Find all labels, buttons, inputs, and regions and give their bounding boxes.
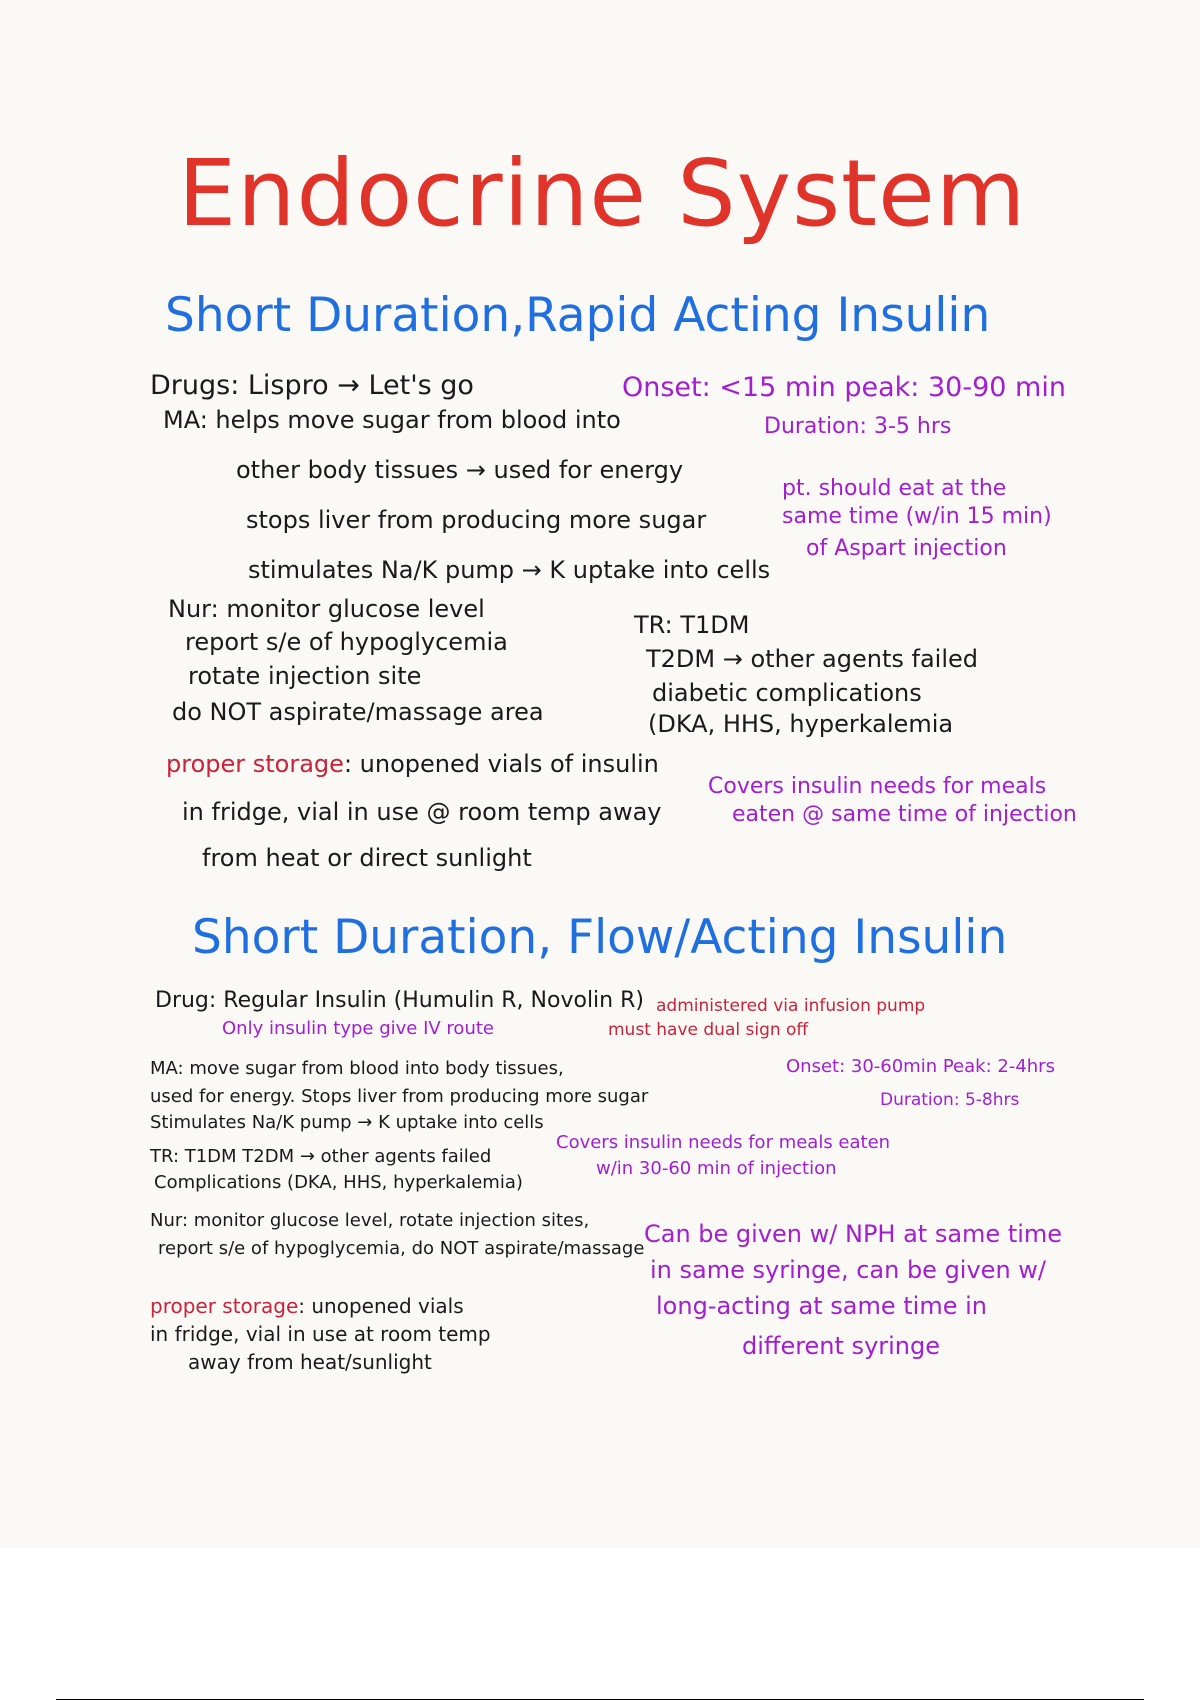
section1-ma-line-4: stimulates Na/K pump → K uptake into cells [248, 556, 771, 584]
section1-onset-peak: Onset: <15 min peak: 30-90 min [622, 372, 1066, 403]
section2-drug-note: Only insulin type give IV route [222, 1018, 494, 1039]
section1-storage-text-1: : unopened vials of insulin [343, 750, 659, 778]
section2-covers-line-2: w/in 30-60 min of injection [596, 1158, 837, 1179]
section2-ma-line-3: Stimulates Na/K pump → K uptake into cells [150, 1112, 544, 1133]
section1-nur-line-3: rotate injection site [188, 662, 422, 690]
section2-tr-line-2: Complications (DKA, HHS, hyperkalemia) [154, 1172, 523, 1193]
section1-pt-note-line-1: pt. should eat at the [782, 476, 1007, 501]
section2-heading: Short Duration, Flow/Acting Insulin [192, 910, 1008, 965]
section1-pt-note-line-3: of Aspart injection [806, 536, 1007, 561]
section2-storage-label: proper storage [150, 1294, 299, 1318]
section1-drugs: Drugs: Lispro → Let's go [150, 370, 474, 401]
section2-nph-note-line-2: in same syringe, can be given w/ [650, 1256, 1046, 1284]
section2-ma-line-1: MA: move sugar from blood into body tissues, [150, 1058, 564, 1079]
section1-nur-line-4: do NOT aspirate/massage area [172, 698, 544, 726]
section2-nph-note-line-4: different syringe [742, 1332, 941, 1360]
section1-heading: Short Duration,Rapid Acting Insulin [165, 288, 991, 343]
section2-nur-line-2: report s/e of hypoglycemia, do NOT aspirate/massage [158, 1238, 645, 1259]
section1-tr-line-4: (DKA, HHS, hyperkalemia [648, 710, 954, 738]
section2-ma-line-2: used for energy. Stops liver from producing more sugar [150, 1086, 649, 1107]
section2-storage-text-1: : unopened vials [298, 1294, 464, 1318]
section1-ma-line-2: other body tissues → used for energy [236, 456, 684, 484]
section1-tr-line-2: T2DM → other agents failed [646, 645, 979, 673]
section2-nur-line-1: Nur: monitor glucose level, rotate injection sites, [150, 1210, 590, 1231]
section2-nph-note-line-3: long-acting at same time in [656, 1292, 987, 1320]
section1-duration: Duration: 3-5 hrs [764, 414, 952, 439]
section1-tr-line-1: TR: T1DM [634, 611, 750, 639]
section1-storage-label: proper storage [166, 750, 344, 778]
section1-covers-line-2: eaten @ same time of injection [732, 802, 1077, 827]
section1-nur-line-1: Nur: monitor glucose level [168, 595, 485, 623]
section2-admin-line-1: administered via infusion pump [656, 996, 926, 1016]
section2-storage-line-2: in fridge, vial in use at room temp [150, 1322, 491, 1346]
section1-storage-line-3: from heat or direct sunlight [202, 844, 532, 872]
section1-nur-line-2: report s/e of hypoglycemia [185, 628, 508, 656]
section2-duration: Duration: 5-8hrs [880, 1090, 1020, 1110]
section2-drug: Drug: Regular Insulin (Humulin R, Novolin R) [155, 988, 644, 1013]
section1-storage-line-2: in fridge, vial in use @ room temp away [182, 798, 662, 826]
section2-admin-line-2: must have dual sign off [608, 1020, 809, 1040]
section2-storage-line-1 [150, 1296, 464, 1316]
section1-storage-line-1 [166, 752, 659, 776]
section2-tr-line-1: TR: T1DM T2DM → other agents failed [150, 1146, 492, 1167]
section1-ma-line-3: stops liver from producing more sugar [246, 506, 707, 534]
section1-covers-line-1: Covers insulin needs for meals [708, 774, 1047, 799]
section2-onset-peak: Onset: 30-60min Peak: 2-4hrs [786, 1056, 1055, 1077]
section2-storage-line-3: away from heat/sunlight [188, 1350, 432, 1374]
section1-pt-note-line-2: same time (w/in 15 min) [782, 504, 1052, 529]
section2-nph-note-line-1: Can be given w/ NPH at same time [644, 1220, 1063, 1248]
section1-ma-line-1: MA: helps move sugar from blood into [163, 406, 621, 434]
section1-tr-line-3: diabetic complications [652, 679, 922, 707]
section2-covers-line-1: Covers insulin needs for meals eaten [556, 1132, 891, 1153]
page-title: Endocrine System [178, 140, 1027, 247]
